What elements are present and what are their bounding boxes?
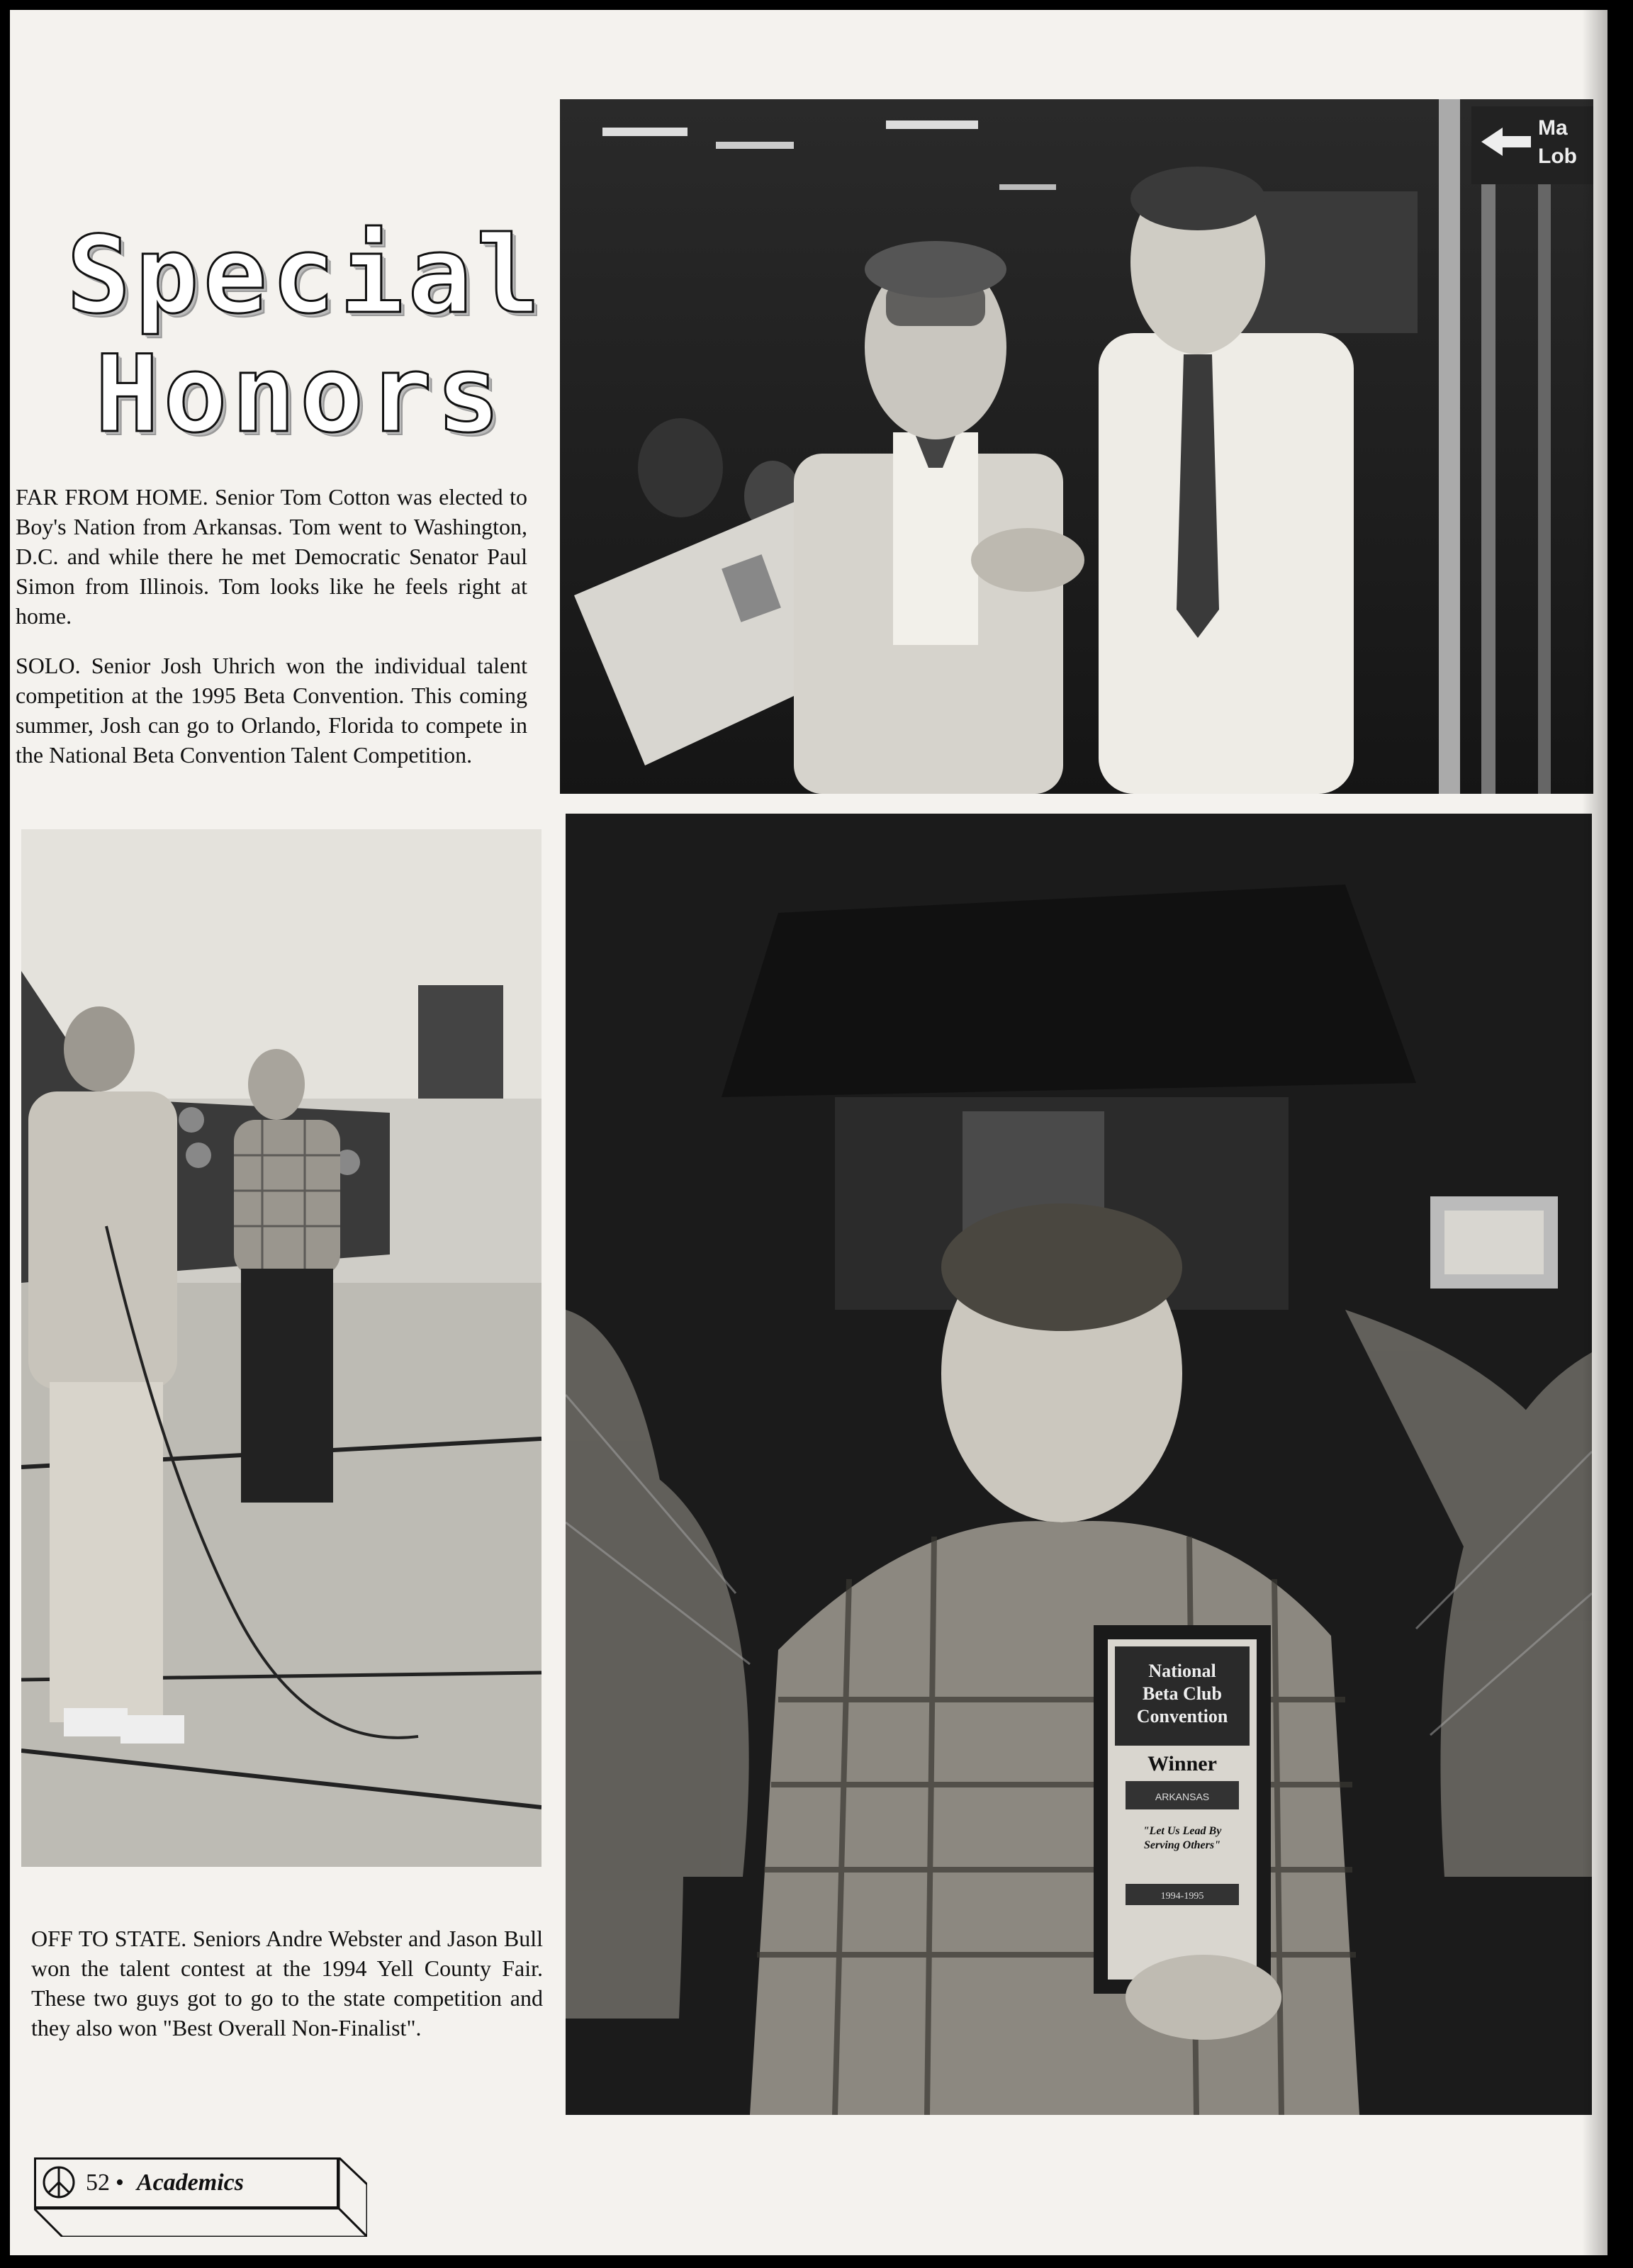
yearbook-page xyxy=(10,10,1607,2255)
page-headline xyxy=(52,214,545,456)
headline-line-1: Special xyxy=(67,214,545,337)
caption-lead: FAR FROM HOME. xyxy=(16,484,208,510)
sign-text-1: Ma xyxy=(1538,116,1568,140)
photo-handshake-image xyxy=(560,99,1593,794)
plaque-title-3: Convention xyxy=(1136,1706,1228,1727)
binding-shadow xyxy=(1582,10,1607,2255)
caption-off-to-state xyxy=(31,1924,543,2043)
photo-award-plaque xyxy=(566,814,1592,2115)
photo-handshake xyxy=(560,99,1593,794)
plaque-motto-2: Serving Others" xyxy=(1143,1839,1221,1851)
plaque-motto-1: "Let Us Lead By xyxy=(1143,1825,1222,1837)
caption-lead: OFF TO STATE. xyxy=(31,1926,187,1951)
photo-talent-contest-image xyxy=(21,829,541,1867)
plaque-years: 1994-1995 xyxy=(1160,1891,1204,1902)
plaque-title-1: National xyxy=(1148,1661,1216,1681)
caption-far-from-home xyxy=(16,482,527,631)
page-number: 52 xyxy=(86,2169,110,2196)
caption-solo xyxy=(16,651,527,770)
caption-body: Senior Josh Uhrich won the individual talent competition at the 1995 Beta Convention. This coming summer, Josh can go to Orlando, Florida to compete in the National Beta Convention Talent Competition. xyxy=(16,653,527,768)
photo-award-plaque-image xyxy=(566,814,1592,2115)
plaque-title-2: Beta Club xyxy=(1143,1683,1222,1704)
section-name: Academics xyxy=(136,2169,244,2196)
page-folio xyxy=(34,2157,339,2208)
caption-body: Seniors Andre Webster and Jason Bull won the talent contest at the 1994 Yell County Fair. These two guys got to go to the state competition and they also won "Best Overall Non-Finalist". xyxy=(31,1926,543,2040)
plaque-state: ARKANSAS xyxy=(1155,1791,1210,1802)
caption-lead: SOLO. xyxy=(16,653,81,678)
photo-talent-contest xyxy=(21,829,541,1867)
peace-sign-icon xyxy=(41,2165,77,2200)
folio-bullet: • xyxy=(116,2169,124,2196)
sign-text-2: Lob xyxy=(1538,145,1577,168)
plaque-award: Winner xyxy=(1147,1752,1217,1775)
caption-body: Senior Tom Cotton was elected to Boy's Nation from Arkansas. Tom went to Washington, D.C. and while there he met Democratic Senator Paul Simon from Illinois. Tom looks like he feels right at home. xyxy=(16,484,528,629)
headline-line-2: Honors xyxy=(95,333,505,456)
